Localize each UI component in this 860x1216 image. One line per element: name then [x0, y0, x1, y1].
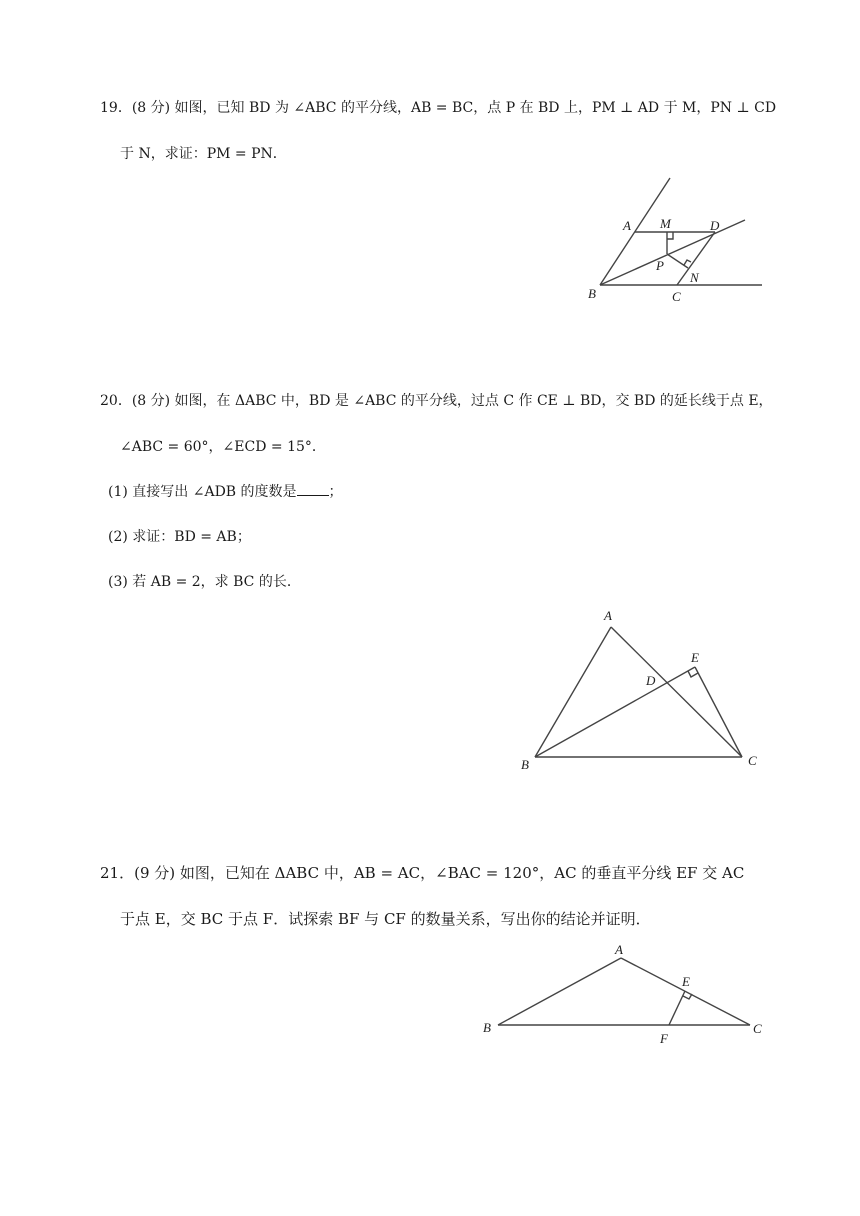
- right-angle-n: [684, 260, 691, 265]
- q20-part2: (2) 求证：BD = AB；: [108, 529, 251, 545]
- q20-part1-prefix: (1) 直接写出 ∠ADB 的度数是: [108, 484, 297, 500]
- label-D: D: [646, 673, 656, 688]
- right-angle-m: [667, 232, 673, 239]
- segment-ac: [611, 627, 742, 757]
- q20-part1-suffix: ；: [328, 484, 343, 500]
- label-M: M: [660, 216, 671, 231]
- answer-blank: [297, 483, 329, 496]
- label-B: B: [521, 757, 529, 772]
- label-B: B: [588, 286, 596, 301]
- q20-part1: [108, 481, 343, 501]
- label-B: B: [483, 1020, 491, 1035]
- label-N: N: [690, 270, 699, 285]
- q20-line1: 20．(8 分) 如图，在 ΔABC 中，BD 是 ∠ABC 的平分线，过点 C 作 CE ⊥ BD，交 BD 的延长线于点 E，: [100, 393, 773, 409]
- segment-be: [535, 667, 695, 757]
- label-A: A: [604, 608, 612, 623]
- label-P: P: [656, 258, 664, 273]
- q21-figure: [480, 940, 770, 1050]
- segment-ef: [669, 991, 685, 1025]
- q21-line1: 21．(9 分) 如图，已知在 ΔABC 中，AB = AC，∠BAC = 120°，AC 的垂直平分线 EF 交 AC: [100, 864, 745, 882]
- segment-ce: [695, 667, 742, 757]
- label-E: E: [682, 974, 690, 989]
- q19-figure: [580, 170, 770, 310]
- label-F: F: [660, 1031, 668, 1046]
- label-C: C: [748, 753, 757, 768]
- label-C: C: [753, 1021, 762, 1036]
- label-C: C: [672, 289, 681, 304]
- label-D: D: [710, 218, 720, 233]
- q21-line2: 于点 E，交 BC 于点 F．试探索 BF 与 CF 的数量关系，写出你的结论并证明．: [120, 910, 651, 928]
- segment-ab: [535, 627, 611, 757]
- label-A: A: [623, 218, 631, 233]
- q20-figure: [515, 605, 765, 775]
- q20-part3: (3) 若 AB = 2，求 BC 的长．: [108, 574, 301, 590]
- label-E: E: [691, 650, 699, 665]
- q19-line2: 于 N，求证：PM = PN．: [120, 146, 287, 162]
- segment-pn: [667, 254, 688, 268]
- q20-line2: ∠ABC = 60°，∠ECD = 15°．: [120, 439, 326, 455]
- segment-ba: [498, 958, 621, 1025]
- label-A: A: [615, 942, 623, 957]
- right-angle-e: [688, 671, 698, 677]
- q19-line1: 19．(8 分) 如图，已知 BD 为 ∠ABC 的平分线，AB = BC，点 P 在 BD 上，PM ⊥ AD 于 M，PN ⊥ CD: [100, 100, 777, 116]
